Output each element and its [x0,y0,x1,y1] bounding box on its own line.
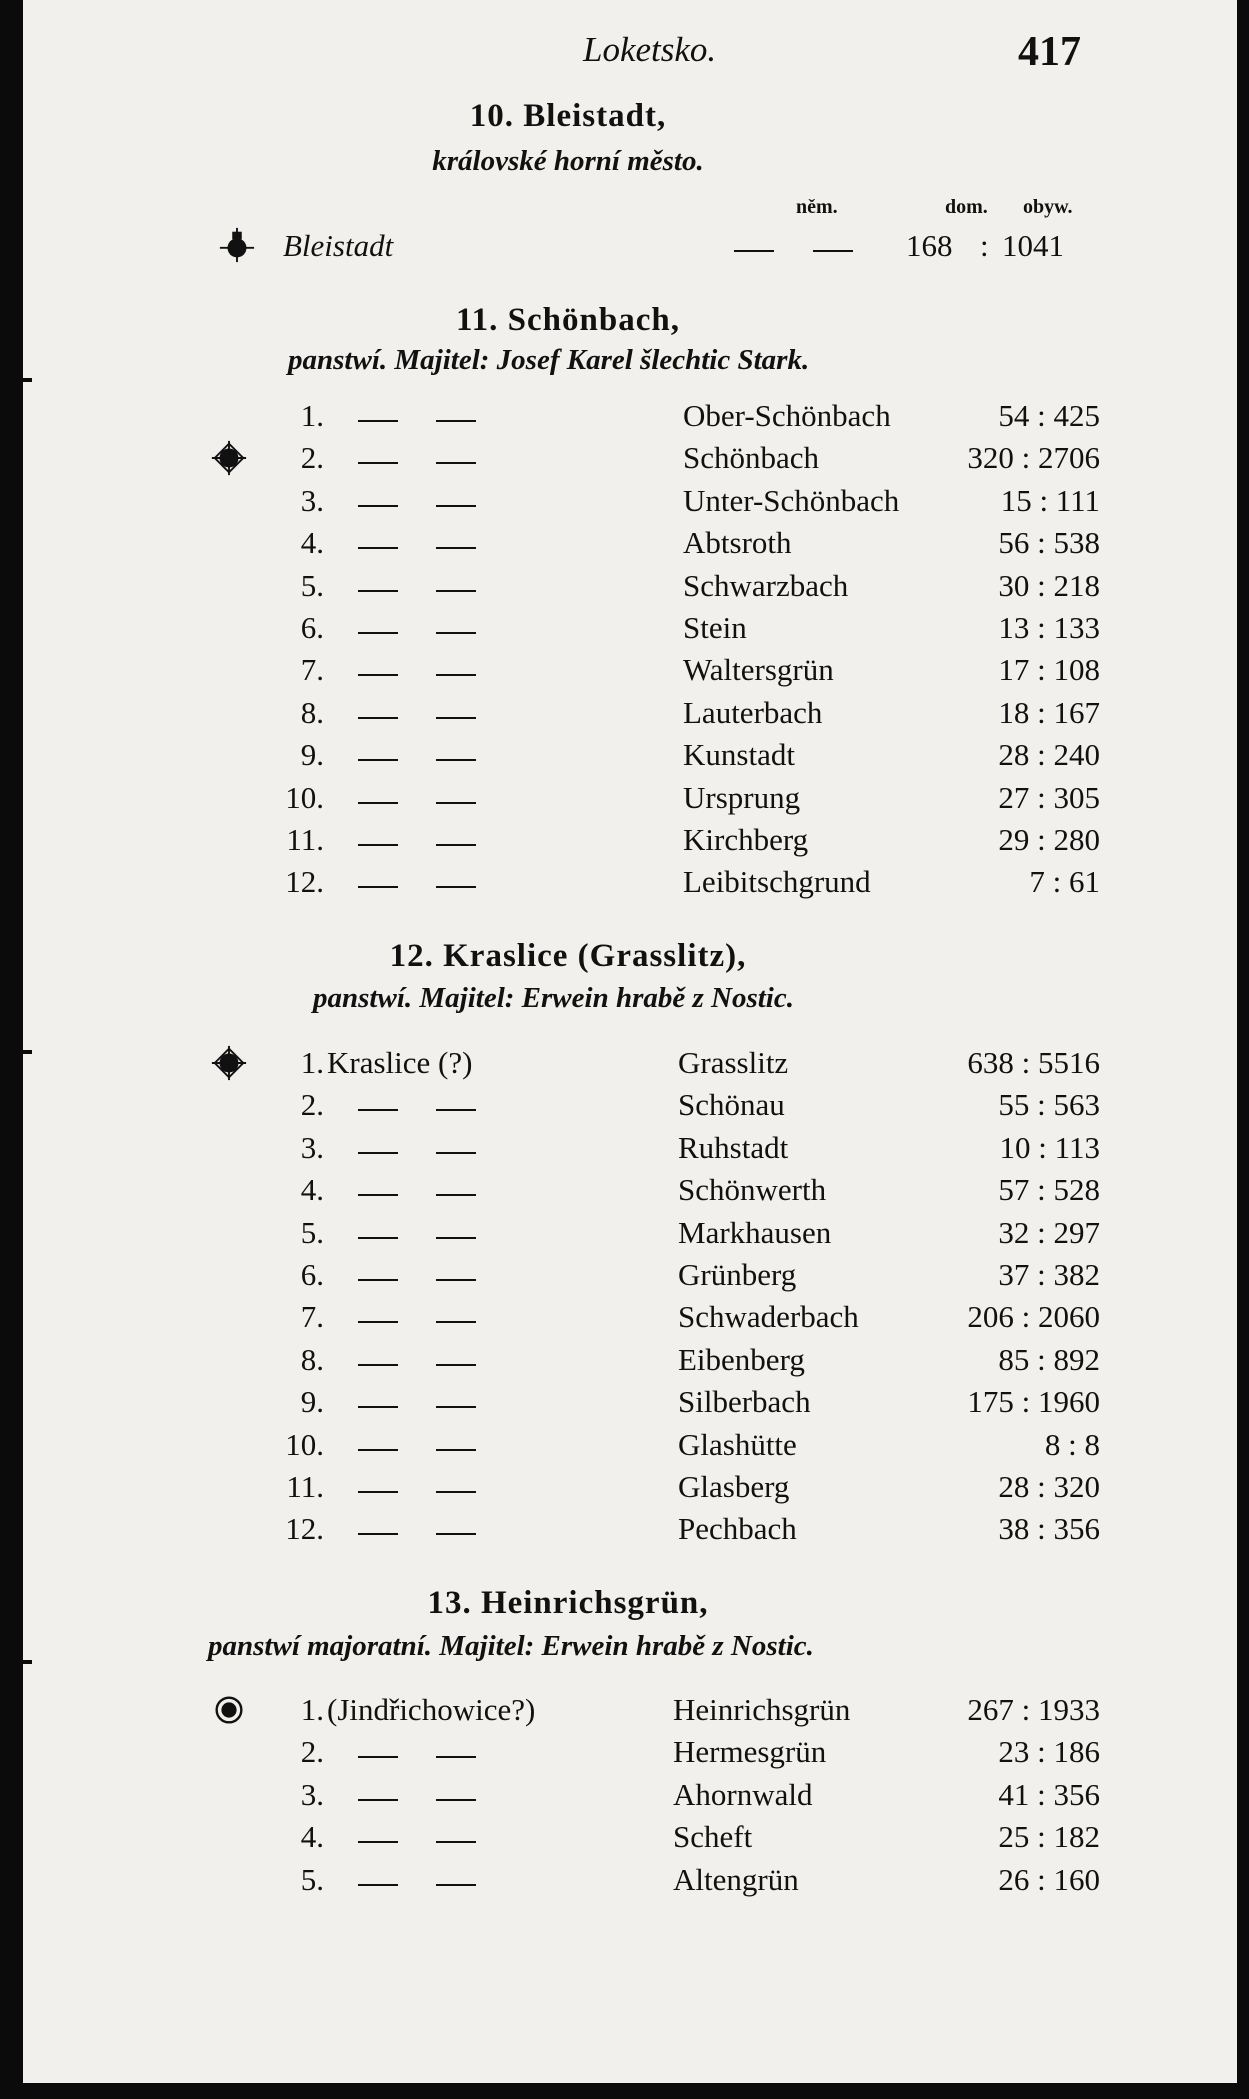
row-number: 7. [300,1299,324,1335]
dash [436,420,476,422]
table-row [18,864,1218,904]
dash [358,1279,398,1281]
german-name: Schönbach [683,440,820,476]
table-row [18,1777,1218,1817]
german-name: Markhausen [678,1214,832,1250]
row-number: 6. [300,610,324,645]
table-row [18,1511,1218,1551]
population-count: 27 : 305 [998,779,1100,815]
dash [358,1449,398,1451]
running-title: Loketsko. [583,30,717,69]
dash [436,1321,476,1323]
dash [436,547,476,549]
german-name: Hermesgrün [673,1734,827,1770]
dash [436,1533,476,1535]
dash [436,1152,476,1154]
table-row [18,1469,1218,1509]
dash [358,1321,398,1323]
table-row [18,1087,1218,1127]
german-name: Silberbach [678,1384,811,1420]
section-heading: 12. Kraslice (Grasslitz), [389,938,747,974]
population-count: 37 : 382 [998,1257,1100,1292]
row-number: 5. [300,1214,324,1250]
german-name: Altengrün [673,1861,799,1897]
dash [436,1279,476,1281]
german-name: Pechbach [678,1511,797,1547]
row-number: 9. [300,1384,324,1420]
german-name: Abtsroth [683,525,792,561]
german-name: Grünberg [678,1257,797,1292]
german-name: Glasberg [678,1469,790,1504]
population-count: 29 : 280 [998,822,1100,857]
population-count: 30 : 218 [998,567,1100,603]
population-count: 18 : 167 [998,694,1100,730]
population-count: 7 : 61 [1029,864,1100,900]
table-row [18,1734,1218,1774]
edge-tick [18,1660,32,1664]
place-name: Bleistadt [283,228,394,263]
row-number: 7. [300,652,324,688]
dash [358,1152,398,1154]
row-number: 3. [300,1129,324,1165]
section-heading: 10. Bleistadt, [469,98,667,134]
section-heading: 11. Schönbach, [456,302,680,338]
dash [358,420,398,422]
table-row [18,483,1218,523]
row-number: 10. [285,779,324,815]
table-row [18,737,1218,777]
dash [436,1194,476,1196]
row-number: 12. [285,864,324,900]
dash [436,1364,476,1366]
column-header-houses: dom. [945,196,988,218]
table-row [18,228,1218,268]
row-number: 11. [286,1469,324,1504]
german-name: Ruhstadt [678,1129,789,1165]
table-row [18,1045,1218,1085]
edge-tick [18,378,32,382]
row-number: 8. [300,694,324,730]
table-row [18,610,1218,650]
czech-name: (Jindřichowice?) [327,1692,536,1727]
table-row [18,1172,1218,1212]
dash [358,1533,398,1535]
row-number: 9. [300,737,324,773]
royal-town-symbol [218,226,256,264]
german-name: Lauterbach [683,694,823,730]
table-row [18,1257,1218,1297]
dash [436,1756,476,1758]
dash [436,674,476,676]
dash [436,1237,476,1239]
population-count: 41 : 356 [998,1776,1100,1812]
row-number: 4. [300,1172,324,1208]
dash [358,547,398,549]
row-number: 3. [300,1776,324,1812]
dash [436,1799,476,1801]
population-count: 26 : 160 [998,1861,1100,1897]
german-name: Schwarzbach [683,567,849,603]
dash [358,462,398,464]
german-name: Unter-Schönbach [683,482,900,518]
table-row [18,398,1218,438]
row-number: 5. [300,567,324,603]
german-name: Schönwerth [678,1172,827,1208]
german-name: Eibenberg [678,1341,805,1377]
dash [436,1449,476,1451]
german-name: Kirchberg [683,822,809,857]
population-count: 85 : 892 [998,1341,1100,1377]
population-count: 23 : 186 [998,1734,1100,1770]
dash [358,1237,398,1239]
row-number: 5. [300,1861,324,1897]
population-count: 54 : 425 [998,398,1100,433]
population-count: 206 : 2060 [967,1299,1100,1335]
dash [358,632,398,634]
dash [436,462,476,464]
dash [358,1109,398,1111]
owner-line: panstwí. Majitel: Erwein hrabě z Nostic. [313,982,794,1014]
population-count: 55 : 563 [998,1087,1100,1123]
column-header-german: něm. [796,196,838,218]
dash [436,1841,476,1843]
population-count: 32 : 297 [998,1214,1100,1250]
table-row [18,695,1218,735]
german-name: Kunstadt [683,737,795,773]
table-row [18,1427,1218,1467]
table-row [18,1819,1218,1859]
owner-line: panstwí majoratní. Majitel: Erwein hrabě z Nostic. [208,1630,814,1662]
row-number: 1. [300,1045,324,1080]
row-number: 2. [300,1087,324,1123]
german-name: Schwaderbach [678,1299,859,1335]
row-number: 10. [285,1426,324,1462]
dash [436,759,476,761]
row-number: 6. [300,1257,324,1292]
population-count: 320 : 2706 [967,440,1100,476]
population-count: 57 : 528 [998,1172,1100,1208]
german-name: Leibitschgrund [683,864,871,900]
czech-name: Kraslice (?) [327,1045,473,1080]
german-name: Schönau [678,1087,785,1123]
dash [436,717,476,719]
dash [436,632,476,634]
dash [436,844,476,846]
dash [358,505,398,507]
table-row [18,822,1218,862]
population-count: 10 : 113 [999,1129,1100,1165]
dash [436,802,476,804]
table-row [18,1342,1218,1382]
dash [358,1491,398,1493]
dash [358,1406,398,1408]
population-count: 56 : 538 [998,525,1100,561]
dash [358,844,398,846]
row-number: 2. [300,1734,324,1770]
table-row [18,1862,1218,1902]
dash [358,802,398,804]
column-header-inhabitants: obyw. [1023,196,1073,218]
population-count: 38 : 356 [998,1511,1100,1547]
house-count: 168 [906,228,953,263]
dash [436,590,476,592]
row-number: 1. [300,1692,324,1727]
row-number: 1. [300,398,324,433]
dash [358,1756,398,1758]
row-number: 3. [300,482,324,518]
page-number: 417 [1018,29,1081,75]
dash [358,717,398,719]
dash [358,1799,398,1801]
row-number: 2. [300,440,324,476]
table-row [18,440,1218,480]
row-number: 4. [300,525,324,561]
german-name: Grasslitz [678,1045,789,1080]
table-row [18,525,1218,565]
german-name: Waltersgrün [683,652,834,688]
table-row [18,1384,1218,1424]
dash [436,1406,476,1408]
dash [436,505,476,507]
dash [436,1884,476,1886]
book-page [18,0,1237,2083]
german-name: Glashütte [678,1426,797,1462]
population-count: 28 : 240 [998,737,1100,773]
population-count: 8 : 8 [1044,1426,1100,1462]
dash [358,1194,398,1196]
separator: : [980,228,989,263]
dash [358,886,398,888]
owner-line: panstwí. Majitel: Josef Karel šlechtic Stark. [288,344,810,376]
dash [436,1491,476,1493]
table-row [18,1215,1218,1255]
population-count: 638 : 5516 [967,1045,1100,1080]
table-row [18,1692,1218,1732]
dash [358,674,398,676]
population-count: 175 : 1960 [967,1384,1100,1420]
population-count: 17 : 108 [998,652,1100,688]
table-row [18,1130,1218,1170]
dash [358,1364,398,1366]
row-number: 8. [300,1341,324,1377]
table-row [18,1299,1218,1339]
table-row [18,652,1218,692]
german-name: Ahornwald [673,1776,813,1812]
dash [358,590,398,592]
population-count: 28 : 320 [998,1469,1100,1504]
german-name: Ursprung [683,779,801,815]
dash [436,1109,476,1111]
population-count: 267 : 1933 [967,1692,1100,1727]
table-row [18,780,1218,820]
running-head [18,30,1237,80]
population-count: 15 : 111 [1000,482,1100,518]
section-subtitle: královské horní město. [432,145,704,177]
section-heading: 13. Heinrichsgrün, [427,1585,709,1621]
german-name: Heinrichsgrün [673,1692,851,1727]
dash [358,1884,398,1886]
german-name: Ober-Schönbach [683,398,891,433]
dash [358,759,398,761]
row-number: 12. [285,1511,324,1547]
inhabitant-count: 1041 [1002,228,1064,263]
german-name: Stein [683,610,747,645]
dash [358,1841,398,1843]
row-number: 4. [300,1819,324,1855]
population-count: 25 : 182 [998,1819,1100,1855]
row-number: 11. [286,822,324,857]
population-count: 13 : 133 [998,610,1100,645]
table-row [18,568,1218,608]
dash [436,886,476,888]
german-name: Scheft [673,1819,753,1855]
